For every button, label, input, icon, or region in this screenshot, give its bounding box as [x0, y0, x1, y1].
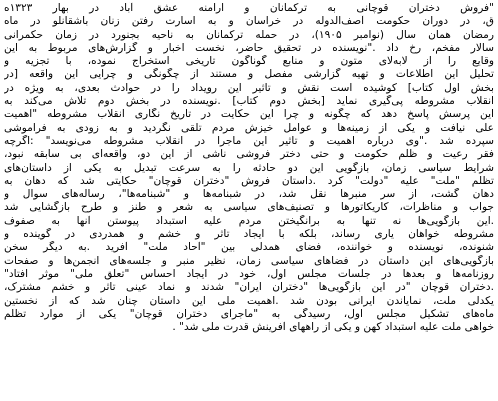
text-line-19: شنونده، نویسنده و خواننده، فضای همدلی بین "آحاد ملت" آفرید .به دیگر سخن	[4, 241, 494, 254]
text-line-18: مشروطه خواهان یاری رساند، بلکه با ایجاد تاثر و خشم و همدردی در گوینده و	[4, 228, 494, 241]
text-line-24: ماه‌های تشکیل مجلس اول، رسیدگی به "ماجرای دختران قوچان" یکی از موارد تظلم	[4, 307, 494, 320]
text-line-3: رمضان همان سال (نوامبر ۱۹۰۵)، در حمله ترکمانان به ناحیه بجنورد در زمان حکمرانی	[4, 28, 494, 41]
text-line-6: تحلیل این اطلاعات و تهیه گزارشی مفصل و مستند از چگونگی و چرایی این واقعه [در	[4, 68, 494, 81]
text-line-12: فقر رعیت و ظلم حکومت و حتی دختر فروشی ناشی از این دو، واقعه‌ای بی سابقه نبود،	[4, 148, 494, 161]
text-line-11: سپرده شد ."وی درباره اهمیت و تاثیر این ماجرا در انقلاب مشروطه می‌نویسد" :اگرچه	[4, 134, 494, 147]
text-line-23: یکدلی ملت، نمایاندن ایرانی بودن شد .اهمیت ملی این داستان چنان شد که از نخستین	[4, 294, 494, 307]
text-line-20: بازگویی‌های این داستان در فضاهای سیاسی زمان، نظیر منبر و جلسه‌های انجمن‌ها و صفحات	[4, 254, 494, 267]
text-line-7: بخش اول کتاب] کوشیده است نقش و تاثیر این رویداد را در حوادث بعدی، به ویژه در	[4, 81, 494, 94]
text-line-9: این پرسش پاسخ دهد که چگونه و چرا این حکایت در تاریخ نگاری انقلاب مشروطه "اهمیت	[4, 108, 494, 121]
text-line-10: علی نیافت و یکی از زمینه‌ها و عوامل خیزش مردم تلقی نگردید و به زودی به فراموشی	[4, 121, 494, 134]
body-text	[4, 2, 494, 334]
text-line-22: .دختران قوچان "در این بازگویی‌ها "دختران ایران" شدند و نماد عینی تاثر و خشم مشترک،	[4, 281, 494, 294]
text-line-16: جواب و مناظرات، کاریکاتورها و تصنیف‌های سیاسی به شعر و طنز و طرح بازگشایی شد	[4, 201, 494, 214]
text-line-15: دهان گشت، از سر منبرها نقل شد، در شبنامه‌ها و "شبنامه‌ها"، رساله‌های سوال و	[4, 188, 494, 201]
text-line-13: شرایط سیاسی زمان، بازگویی این دو حادثه را به سرعت تبدیل به یکی از داستان‌های	[4, 161, 494, 174]
text-line-8: انقلاب مشروطه پی‌گیری نماید [بخش دوم کتاب] .نویسنده در بخش دوم تلاش می‌کند به	[4, 95, 494, 108]
text-line-4: سالار مفخم، رخ داد ."نویسنده در تحقیق حاضر، نخست اخبار و گزارش‌های مربوط به این	[4, 41, 494, 54]
text-line-5: وقایع را از لابه‌لای متون و منابع گوناگون تاریخی استخراج نموده، با تجزیه و	[4, 55, 494, 68]
text-line-17: .این بازگویی‌ها نه تنها به برانگیختن مردم علیه استبداد پیوستن آنها به صفوف	[4, 214, 494, 227]
text-line-25: خواهی ملت علیه استبداد کهن و یکی از راههای آفرینش قدرت ملی شد" .	[172, 321, 494, 334]
text-line-2: ق، در دوران حکومت آصف‌الدوله در خراسان و به اسارت رفتن زنان باشقانلو در ماه	[4, 15, 494, 28]
text-line-21: روزنامه‌ها و بعدها در جلسات مجلس اول، خود در ایجاد احساس "تعلق ملی" موثر افتاد"	[4, 267, 494, 280]
text-line-1: "فروش دختران قوچانی به ترکمانان و ارامنه عشق آباد در بهار ۱۳۲۳ه	[4, 2, 494, 14]
text-line-14: تظلم "ملت" علیه "دولت" کرد .داستان فروش "دختران قوچان" حکایتی شد که دهان به	[4, 174, 494, 187]
